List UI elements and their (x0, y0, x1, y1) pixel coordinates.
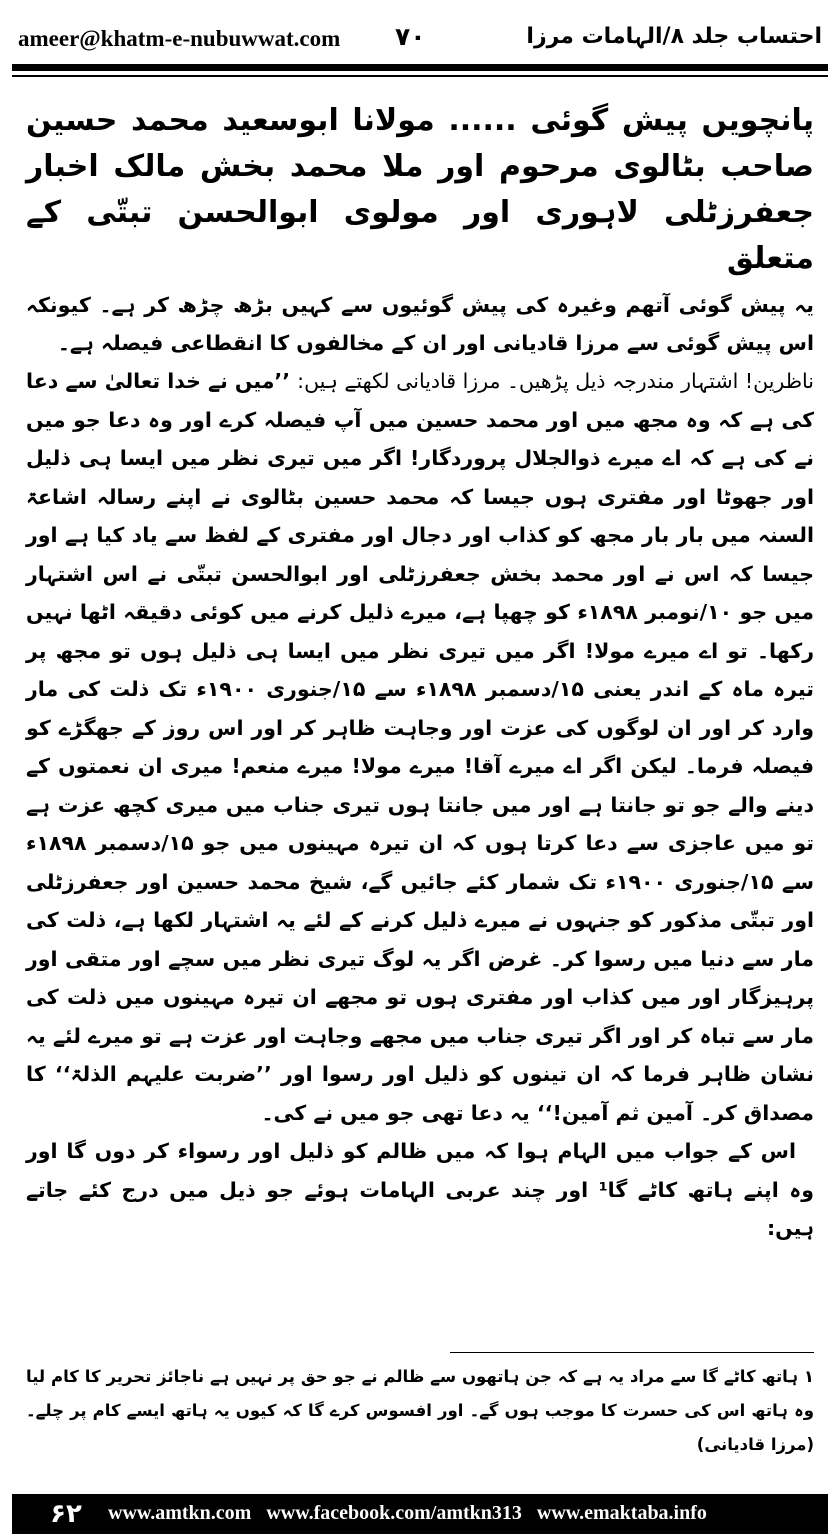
footer-link-facebook[interactable]: www.facebook.com/amtkn313 (266, 1502, 522, 1524)
header-email: ameer@khatm-e-nubuwwat.com (18, 26, 341, 51)
quote-body: ’’میں نے خدا تعالیٰ سے دعا کی ہے کہ وہ مجھ میں اور محمد حسین میں آپ فیصلہ کرے اور وہ دعا جو میں نے کی ہے کہ اے میرے ذوالجلال پروردگار! اگر میں تیری نظر میں ایسا ہی ذلیل اور جھوٹا اور مفتری ہوں جیسا کہ محمد حسین بٹالوی نے اپنے رسالہ اشاعۃ السنہ میں بار بار مجھ کو کذاب اور دجال اور مفتری کے لفظ سے یاد کیا ہے اور جیسا کہ اس نے اور محمد بخش جعفرزٹلی اور ابوالحسن تبتّی نے اس اشتہار میں جو ۱۰/نومبر ۱۸۹۸ء کو چھپا ہے، میرے ذلیل کرنے میں کوئی دقیقہ اٹھا نہیں رکھا۔ تو اے میرے مولا! اگر میں تیری نظر میں ایسا ہی ذلیل ہوں تو مجھ پر تیرہ ماہ کے اندر یعنی ۱۵/دسمبر ۱۸۹۸ء سے ۱۵/جنوری ۱۹۰۰ء تک ذلت کی مار وارد کر اور ان لوگوں کی عزت اور وجاہت ظاہر کر اور اس روز کے جھگڑے کو فیصلہ فرما۔ لیکن اگر اے میرے آقا! میرے مولا! میرے منعم! میری ان نعمتوں کے دینے والے جو تو جانتا ہے اور میں جانتا ہوں تیری جناب میں میری کچھ عزت ہے تو میں عاجزی سے دعا کرتا ہوں کہ ان تیرہ مہینوں میں جو ۱۵/دسمبر ۱۸۹۸ء سے ۱۵/جنوری ۱۹۰۰ء تک شمار کئے جائیں گے، شیخ محمد حسین اور جعفرزٹلی اور تبتّی مذکور کو جنہوں نے میرے ذلیل کرنے کے لئے یہ اشتہار لکھا ہے، ذلت کی مار سے دنیا میں رسوا کر۔ غرض اگر یہ لوگ تیری نظر میں سچے اور متقی اور پرہیزگار اور میں کذاب اور مفتری ہوں تو مجھے ان تیرہ مہینوں میں ذلت کی مار سے تباہ کر اور اگر تیری جناب میں مجھے وجاہت اور عزت ہے تو میرے لئے یہ نشان ظاہر فرما کہ ان تینوں کو ذلیل اور رسوا اور ’’ضربت علیہم الذلۃ‘‘ کا مصداق کر۔ آمین ثم آمین!‘‘ یہ دعا تھی جو میں نے کی۔ (26, 369, 814, 1125)
footnote: ۱ ہاتھ کاٹے گا سے مراد یہ ہے کہ جن ہاتھوں سے ظالم نے جو حق پر نہیں ہے ناجائز تحریر کا کام لیا وہ ہاتھ اس کی حسرت کا موجب ہوں گے۔ اور افسوس کرے گا کہ کیوں یہ ہاتھ ایسے کام پر چلے۔ (مرزا قادیانی) (26, 1367, 814, 1454)
footnote-rule (450, 1352, 814, 1353)
section-headline: پانچویں پیش گوئی ...... مولانا ابوسعید محمد حسین صاحب بٹالوی مرحوم اور ملا محمد بخش مالک اخبار جعفرزٹلی لاہوری اور مولوی ابوالحسن تبتّی کے متعلق (26, 103, 814, 276)
header-rule-thick (12, 64, 828, 71)
footer-link-amtkn[interactable]: www.amtkn.com (108, 1502, 252, 1524)
quote-paragraph (26, 362, 814, 1132)
intro-paragraph: یہ پیش گوئی آتھم وغیرہ کی پیش گوئیوں سے کہیں بڑھ چڑھ کر ہے۔ کیونکہ اس پیش گوئی سے مرزا قادیانی اور ان کے مخالفوں کا انقطاعی فیصلہ ہے۔ (26, 293, 814, 355)
footer-link-emaktaba[interactable]: www.emaktaba.info (536, 1502, 707, 1524)
page-footer (12, 1494, 828, 1534)
header-page-number: ۷۰ (395, 22, 426, 51)
header-rule-thin (12, 75, 828, 77)
footer-page-number: ۶۲ (50, 1499, 82, 1529)
response-paragraph: اس کے جواب میں الہام ہوا کہ میں ظالم کو ذلیل اور رسواء کر دوں گا اور وہ اپنے ہاتھ کاٹے گا¹ اور چند عربی الہامات ہوئے جو ذیل میں درج کئے جاتے ہیں: (26, 1139, 814, 1240)
footer-links (108, 1502, 820, 1525)
page-header (12, 18, 828, 58)
running-title: احتساب جلد ۸/الہامات مرزا (526, 24, 822, 49)
quote-lead: ناظرین! اشتہار مندرجہ ذیل پڑھیں۔ مرزا قادیانی لکھتے ہیں: (297, 369, 814, 393)
main-text (26, 98, 814, 1248)
